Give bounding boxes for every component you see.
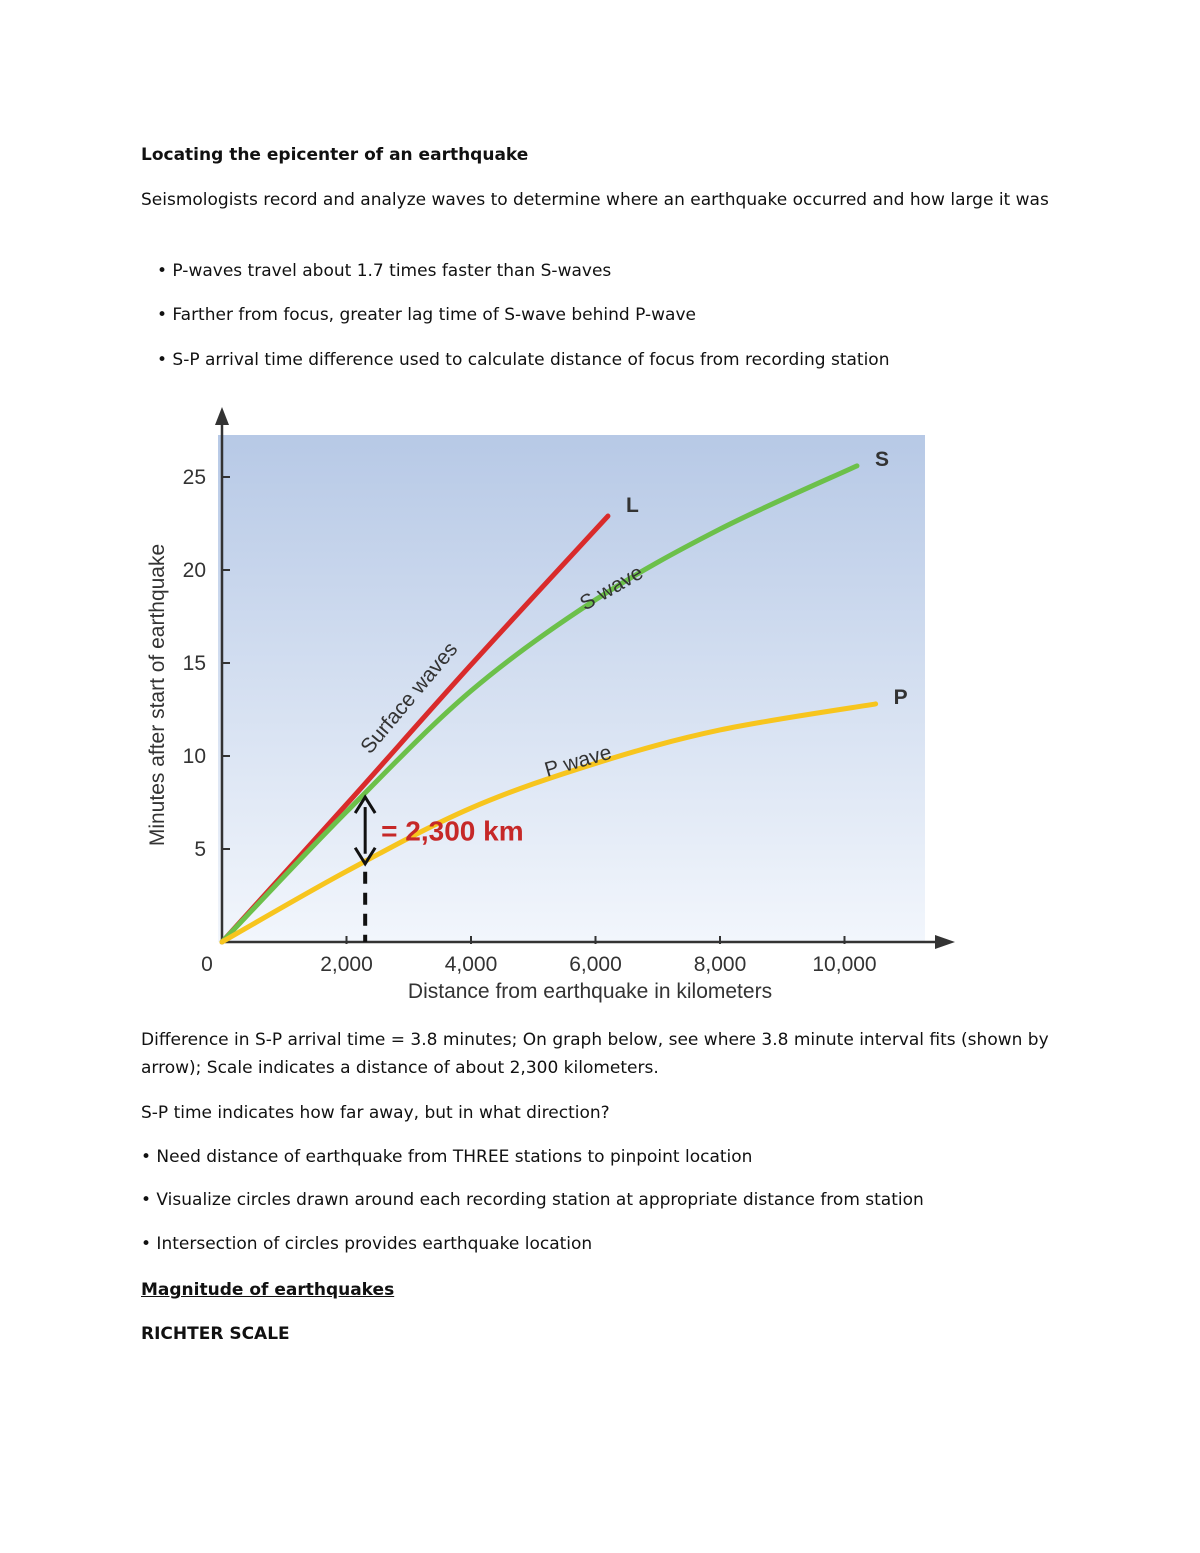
- x-tick-label: 2,000: [320, 953, 373, 976]
- y-tick-label: 20: [182, 559, 206, 582]
- direction-question: S-P time indicates how far away, but in what direction?: [141, 1103, 610, 1123]
- x-tick-label: 10,000: [812, 953, 877, 976]
- section-title: Locating the epicenter of an earthquake: [141, 145, 529, 165]
- y-tick-label: 25: [182, 466, 206, 489]
- x-tick-label: 8,000: [693, 953, 747, 976]
- bullet-item: • Visualize circles drawn around each recording station at appropriate distance from station: [141, 1190, 924, 1210]
- bullet-item: • Farther from focus, greater lag time of S-wave behind P-wave: [157, 305, 696, 325]
- y-axis-label: Minutes after start of earthquake: [146, 543, 169, 847]
- richter-heading: RICHTER SCALE: [141, 1324, 290, 1344]
- x-axis-label: Distance from earthquake in kilometers: [407, 980, 773, 1003]
- bullet-item: • Intersection of circles provides earthquake location: [141, 1234, 593, 1254]
- series-label-s: S wave: [576, 560, 648, 616]
- series-label-p: P wave: [542, 740, 615, 782]
- distance-annotation: = 2,300 km: [381, 815, 524, 847]
- y-tick-label: 10: [182, 745, 206, 768]
- intro-paragraph: Seismologists record and analyze waves to determine where an earthquake occurred and how large it was: [141, 190, 1049, 210]
- travel-time-chart: [130, 395, 970, 1010]
- series-end-label-S: S: [874, 447, 889, 471]
- explanation-paragraph: Difference in S-P arrival time = 3.8 minutes; On graph below, see where 3.8 minute interval fits (shown by arrow); Scale indicates a distance of about 2,300 kilometers.: [141, 1030, 1049, 1078]
- bullet-item: • Need distance of earthquake from THREE stations to pinpoint location: [141, 1147, 753, 1167]
- series-end-label-L: L: [625, 494, 639, 518]
- y-tick-label: 15: [182, 652, 206, 675]
- x-tick-label: 6,000: [569, 953, 622, 976]
- magnitude-heading: Magnitude of earthquakes: [141, 1280, 395, 1300]
- bullet-item: • S-P arrival time difference used to calculate distance of focus from recording station: [157, 350, 890, 370]
- plot-background: [218, 435, 925, 942]
- x-tick-label: 0: [201, 953, 213, 976]
- bullet-item: • P-waves travel about 1.7 times faster than S-waves: [157, 261, 612, 281]
- x-tick-label: 4,000: [444, 953, 498, 976]
- series-end-label-P: P: [893, 685, 908, 709]
- surface-waves-label: Surface waves: [356, 637, 463, 759]
- x-axis-arrow: [935, 935, 955, 949]
- y-axis-arrow: [215, 407, 229, 425]
- y-tick-label: 5: [194, 838, 206, 861]
